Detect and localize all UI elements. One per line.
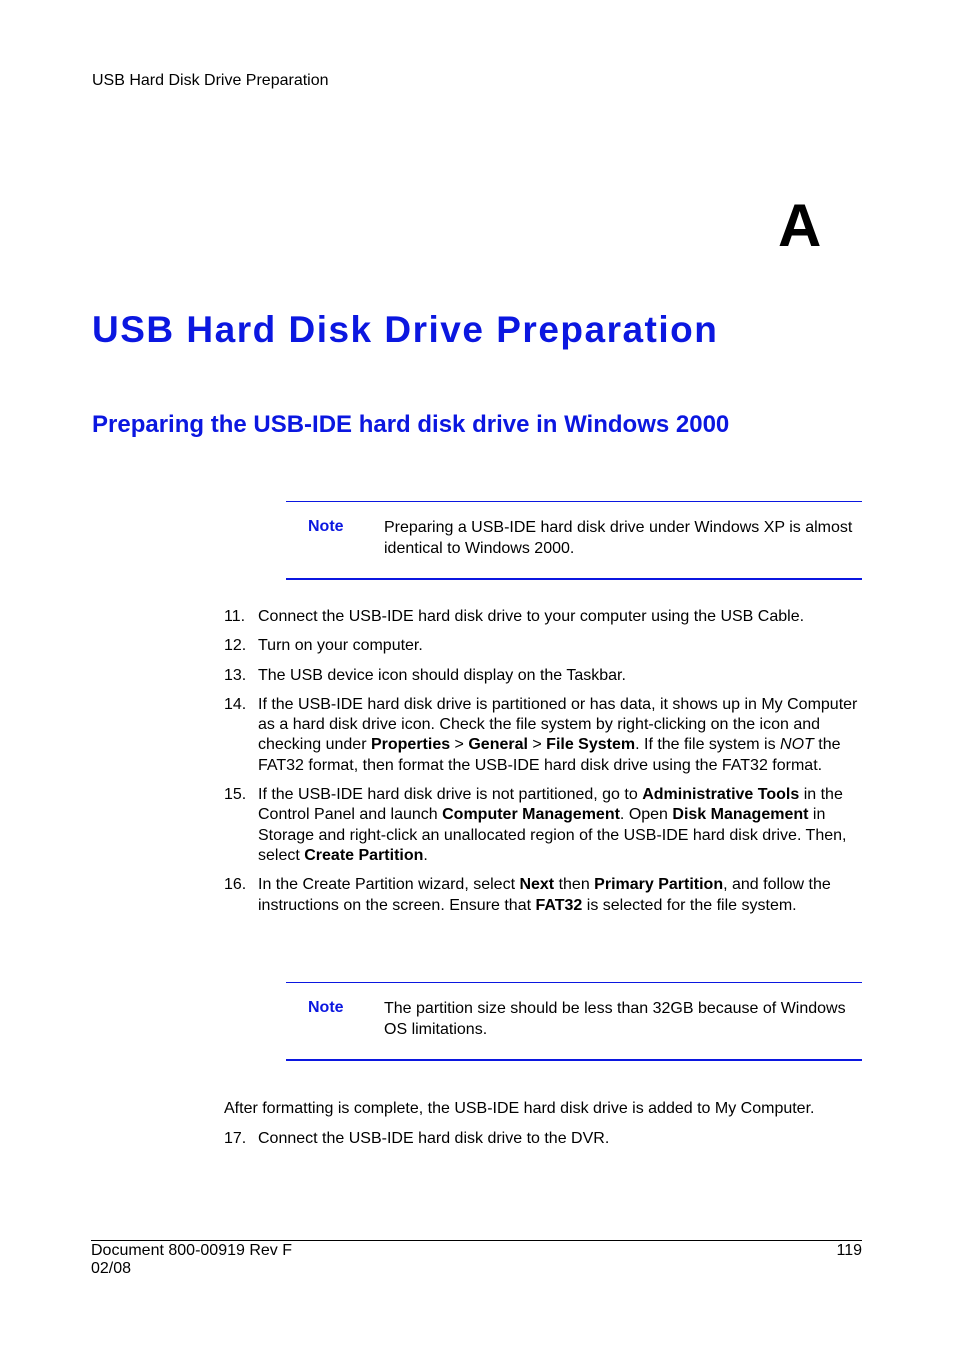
list-item xyxy=(224,666,864,686)
list-item xyxy=(224,607,864,627)
chapter-letter: A xyxy=(778,192,822,259)
ui-term: Disk Management xyxy=(672,806,809,824)
note-label: Note xyxy=(308,999,344,1016)
note-box xyxy=(286,501,862,580)
running-header: USB Hard Disk Drive Preparation xyxy=(92,72,329,89)
ui-term: File System xyxy=(546,736,636,754)
ui-term: General xyxy=(468,736,528,754)
body-paragraph: After formatting is complete, the USB-IDE hard disk drive is added to My Computer. xyxy=(224,1100,815,1117)
note-label: Note xyxy=(308,518,344,535)
step-text: Turn on your computer. xyxy=(258,637,423,655)
document-date: 02/08 xyxy=(91,1260,132,1277)
step-text: Connect the USB-IDE hard disk drive to your computer using the USB Cable. xyxy=(258,608,805,625)
step-number: 11. xyxy=(224,608,246,625)
step-number: 12. xyxy=(224,637,247,655)
list-item xyxy=(224,636,864,656)
step-text: In the Create Partition wizard, select Next then Primary Partition, and follow the instructions on the screen. Ensure that FAT32 is selected for the file system. xyxy=(258,876,831,914)
step-number: 13. xyxy=(224,666,247,684)
step-text: Connect the USB-IDE hard disk drive to the DVR. xyxy=(258,1130,610,1147)
ui-term: Administrative Tools xyxy=(642,786,800,804)
ui-term: Create Partition xyxy=(304,846,424,864)
footer-left xyxy=(91,1242,292,1278)
ui-term: Primary Partition xyxy=(594,876,724,894)
step-text: The USB device icon should display on the Taskbar. xyxy=(258,666,626,684)
ui-term: Next xyxy=(519,876,555,894)
section-title: Preparing the USB-IDE hard disk drive in Windows 2000 xyxy=(92,411,730,438)
emphasis: NOT xyxy=(780,736,814,754)
step-list xyxy=(224,1129,864,1158)
document-number: Document 800-00919 Rev F xyxy=(91,1242,292,1259)
step-number: 15. xyxy=(224,786,247,804)
note-box xyxy=(286,982,862,1061)
list-item xyxy=(224,785,864,866)
page-number: 119 xyxy=(836,1242,862,1259)
chapter-title: USB Hard Disk Drive Preparation xyxy=(92,309,719,350)
step-number: 16. xyxy=(224,876,247,894)
step-text: If the USB-IDE hard disk drive is not partitioned, go to Administrative Tools in the Control Panel and launch Computer Management. Open Disk Management in Storage and right-click an unallocated region of the USB-IDE hard disk drive. Then, select Create Partition. xyxy=(258,786,847,864)
footer-rule xyxy=(91,1240,862,1241)
note-text: The partition size should be less than 32GB because of Windows OS limitations. xyxy=(384,1000,846,1038)
list-item xyxy=(224,695,864,776)
ui-term: FAT32 xyxy=(535,896,583,914)
list-item xyxy=(224,875,864,916)
step-text: If the USB-IDE hard disk drive is partitioned or has data, it shows up in My Computer as a hard disk drive icon. Check the file system by right-clicking on the icon and checking under Properties > General > File System. If the file system is NOT the FAT32 format, then format the USB-IDE hard disk drive using the FAT32 format. xyxy=(258,695,858,774)
ui-term: Properties xyxy=(370,736,451,754)
ui-term: Computer Management xyxy=(442,806,620,824)
step-list xyxy=(224,607,864,925)
list-item xyxy=(224,1129,864,1149)
step-number: 17. xyxy=(224,1130,247,1147)
note-text: Preparing a USB-IDE hard disk drive under Windows XP is almost identical to Windows 2000. xyxy=(384,519,853,557)
step-number: 14. xyxy=(224,695,247,713)
